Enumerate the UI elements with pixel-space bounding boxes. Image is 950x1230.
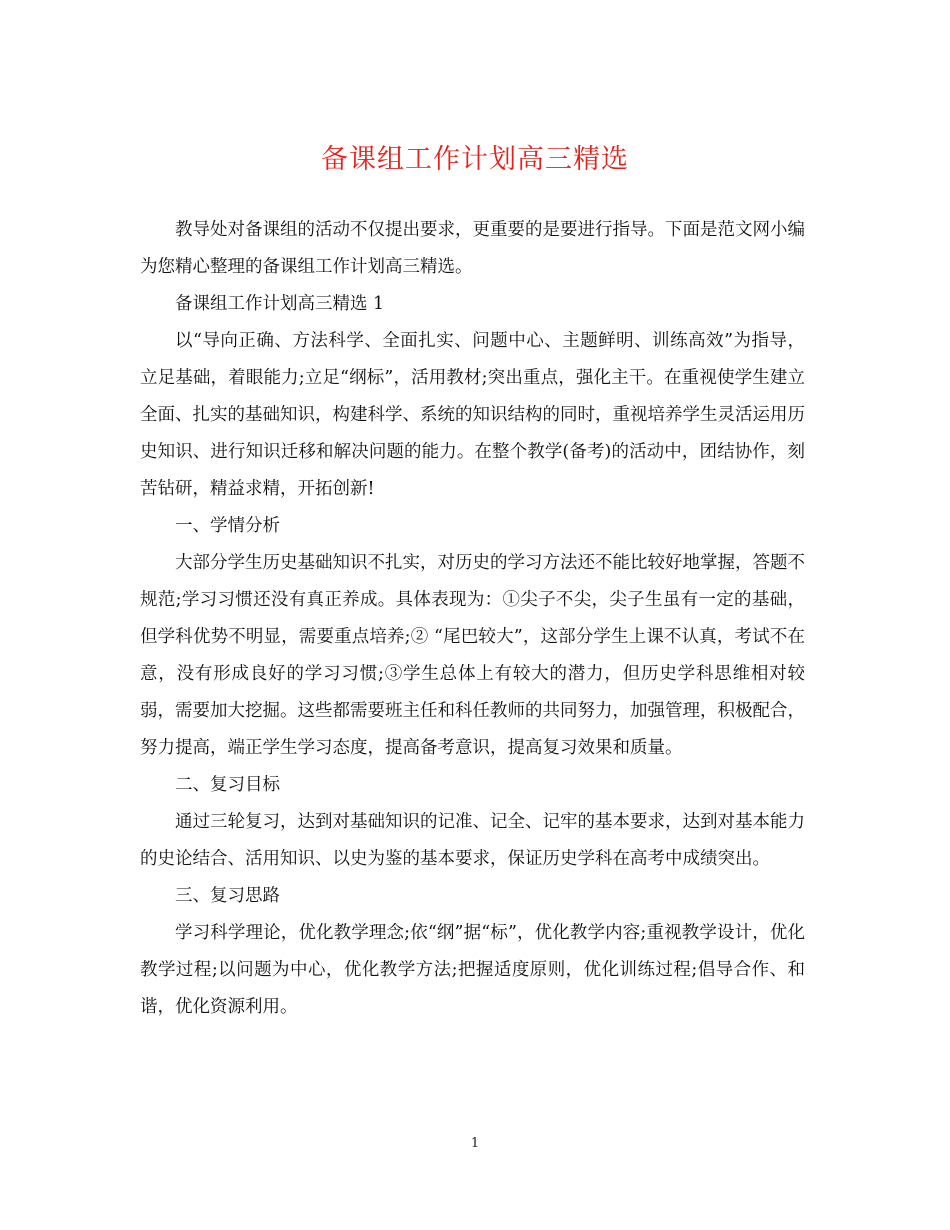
section-heading-review-goals: 二、复习目标 — [175, 775, 280, 795]
document-body — [140, 212, 805, 1026]
page-number: 1 — [470, 1136, 480, 1151]
guiding-principles-paragraph: 以“导向正确、方法科学、全面扎实、问题中心、主题鲜明、训练高效”为指导，立足基础，着眼能力;立足“纲标”，活用教材;突出重点，强化主干。在重视使学生建立全面、扎实的基础知识，构建科学、系统的知识结构的同时，重视培养学生灵活运用历史知识、进行知识迁移和解决问题的能力。在整个教学(备考)的活动中，团结协作，刻苦钻研，精益求精，开拓创新! — [140, 331, 805, 499]
review-goals-paragraph: 通过三轮复习，达到对基础知识的记准、记全、记牢的基本要求，达到对基本能力的史论结合、活用知识、以史为鉴的基本要求，保证历史学科在高考中成绩突出。 — [140, 812, 805, 869]
student-analysis-paragraph: 大部分学生历史基础知识不扎实，对历史的学习方法还不能比较好地掌握，答题不规范;学习习惯还没有真正养成。具体表现为：①尖子不尖，尖子生虽有一定的基础，但学科优势不明显，需要重点培养;② “尾巴较大”，这部分学生上课不认真，考试不在意，没有形成良好的学习习惯;③学生总体上有较大的潜力，但历史学科思维相对较弱，需要加大挖掘。这些都需要班主任和科任教师的共同努力，加强管理，积极配合，努力提高，端正学生学习态度，提高备考意识，提高复习效果和质量。 — [140, 553, 805, 758]
document-title: 备课组工作计划高三精选 — [321, 144, 629, 175]
intro-paragraph: 教导处对备课组的活动不仅提出要求，更重要的是要进行指导。下面是范文网小编为您精心整理的备课组工作计划高三精选。 — [140, 220, 805, 277]
review-approach-paragraph: 学习科学理论，优化教学理念;依“纲”据“标”，优化教学内容;重视教学设计，优化教学过程;以问题为中心，优化教学方法;把握适度原则，优化训练过程;倡导合作、和谐，优化资源利用。 — [140, 923, 805, 1017]
section-heading-plan-1: 备课组工作计划高三精选 1 — [175, 294, 385, 314]
section-heading-student-analysis: 一、学情分析 — [175, 516, 280, 536]
section-heading-review-approach: 三、复习思路 — [175, 886, 280, 906]
